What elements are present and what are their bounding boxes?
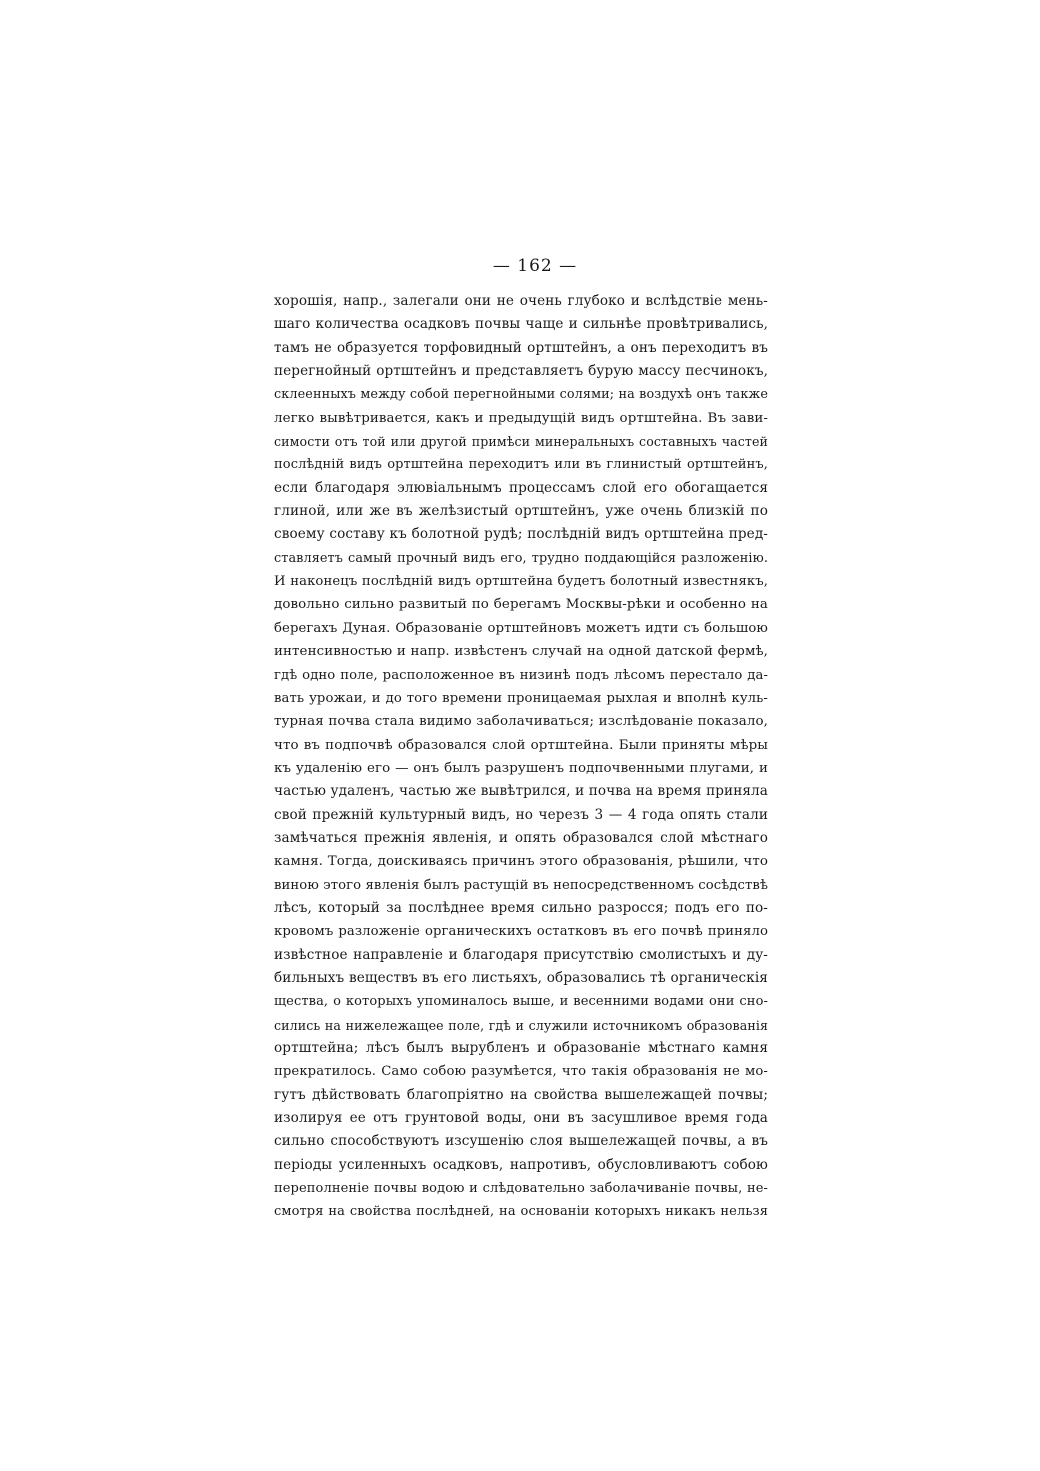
text-line: къ удаленію его — онъ былъ разрушенъ подпочвенными плугами, и [274,760,768,776]
text-line: глиной, или же въ желѣзистый ортштейнъ, уже очень близкій по [274,503,768,520]
text-line: періоды усиленныхъ осадковъ, напротивъ, обусловливаютъ собою [274,1156,768,1173]
text-line: перегнойный ортштейнъ и представляетъ бурую массу песчинокъ, [274,363,768,380]
text-line: что въ подпочвѣ образовался слой ортштейна. Были приняты мѣры [274,737,768,753]
text-line: изолируя ее отъ грунтовой воды, они въ засушливое время года [274,1110,768,1127]
text-line: легко вывѣтривается, какъ и предыдущій видъ ортштейна. Въ зави- [274,410,768,426]
text-line: вать урожаи, и до того времени проницаемая рыхлая и вполнѣ куль- [274,690,768,706]
body-text [274,290,768,1224]
text-line: виною этого явленія былъ растущій въ непосредственномъ сосѣдствѣ [274,877,768,893]
text-line: тамъ не образуется торфовидный ортштейнъ, а онъ переходитъ въ [274,339,768,356]
text-line: щества, о которыхъ упоминалось выше, и весенними водами они сно- [274,994,768,1010]
text-line: симости отъ той или другой примѣси минеральныхъ составныхъ частей [274,434,768,450]
text-line: смотря на свойства послѣдней, на основаніи которыхъ никакъ нельзя [274,1204,768,1220]
text-line: свой прежній культурный видъ, но черезъ 3 — 4 года опять стали [274,806,768,823]
text-line: кровомъ разложеніе органическихъ остатковъ въ его почвѣ приняло [274,924,768,940]
text-line: сильно способствуютъ изсушенію слоя вышележащей почвы, а въ [274,1133,768,1150]
text-line: интенсивностью и напр. извѣстенъ случай на одной датской фермѣ, [274,644,768,660]
text-line: если благодаря элювіальнымъ процессамъ слой его обогащается [274,479,768,496]
text-line: частью удаленъ, частью же вывѣтрился, и почва на время приняла [274,783,768,800]
text-line: лѣсъ, который за послѣднее время сильно разросся; подъ его по- [274,899,768,916]
text-line: камня. Тогда, доискиваясь причинъ этого образованія, рѣшили, что [274,854,768,870]
text-line: своему составу къ болотной рудѣ; послѣдній видъ ортштейна пред- [274,526,768,543]
text-line: гдѣ одно поле, расположенное въ низинѣ подъ лѣсомъ перестало да- [274,667,768,683]
text-line: сились на нижележащее поле, гдѣ и служили источникомъ образованія [274,1017,768,1033]
text-line: ставляетъ самый прочный видъ его, трудно поддающійся разложенію. [274,550,768,566]
page-number: — 162 — [492,256,578,276]
text-line: гутъ дѣйствовать благопріятно на свойства вышележащей почвы; [274,1086,768,1103]
text-line: шаго количества осадковъ почвы чаще и сильнѣе провѣтривались, [274,316,768,333]
text-line: хорошія, напр., залегали они не очень глубоко и вслѣдствіе мень- [274,293,768,309]
text-line: довольно сильно развитый по берегамъ Москвы-рѣки и особенно на [274,597,768,613]
text-line: извѣстное направленіе и благодаря присутствію смолистыхъ и ду- [274,946,768,963]
text-line: берегахъ Дуная. Образованіе ортштейновъ можетъ идти съ большою [274,620,768,636]
text-line: послѣдній видъ ортштейна переходитъ или въ глинистый ортштейнъ, [274,457,768,473]
text-line: прекратилось. Само собою разумѣется, что такія образованія не мо- [274,1064,768,1080]
text-line: турная почва стала видимо заболачиваться; изслѣдованіе показало, [274,714,768,730]
text-line: замѣчаться прежнія явленія, и опять образовался слой мѣстнаго [274,829,768,846]
text-line: переполненіе почвы водою и слѣдовательно заболачиваніе почвы, не- [274,1181,768,1197]
text-line: бильныхъ веществъ въ его листьяхъ, образовались тѣ органическія [274,969,768,986]
text-line: И наконецъ послѣдній видъ ортштейна будетъ болотный известнякъ, [274,574,768,590]
text-line: склеенныхъ между собой перегнойными солями; на воздухѣ онъ также [274,387,768,403]
text-line: ортштейна; лѣсъ былъ вырубленъ и образованіе мѣстнаго камня [274,1040,768,1056]
